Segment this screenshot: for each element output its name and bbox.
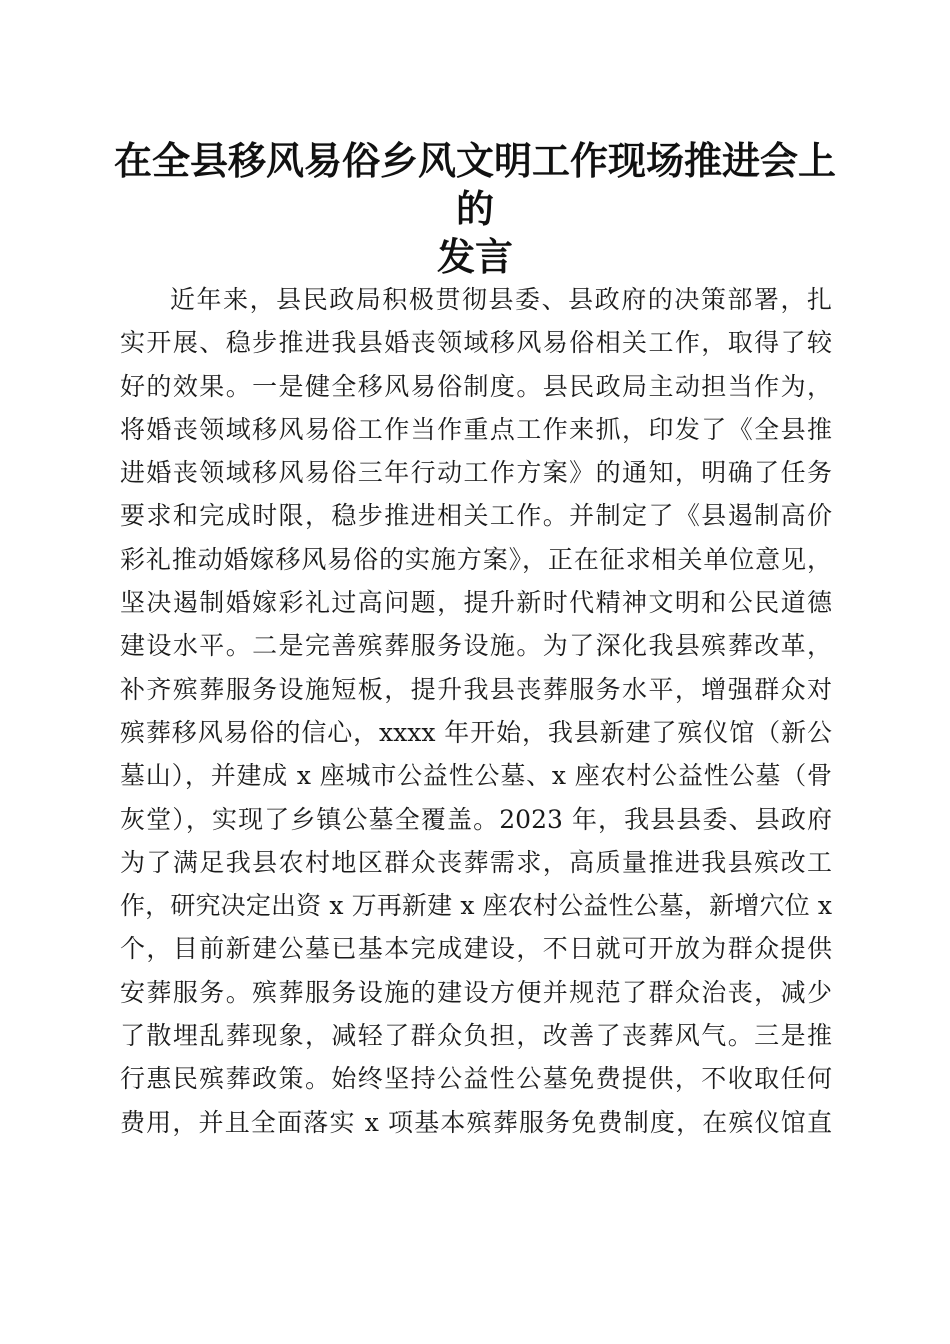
body-line: 墓山），并建成 x 座城市公益性公墓、x 座农村公益性公墓（骨 [120,761,832,791]
body-line: 将婚丧领域移风易俗工作当作重点工作来抓，印发了《全县推 [120,414,832,444]
body-line: 行惠民殡葬政策。始终坚持公益性公墓免费提供，不收取任何 [120,1064,832,1094]
title-line-1: 在全县移风易俗乡风文明工作现场推进会上的 [113,138,836,231]
body-line: 要求和完成时限，稳步推进相关工作。并制定了《县遏制高价 [120,501,832,531]
body-line: 灰堂），实现了乡镇公墓全覆盖。2023 年，我县县委、县政府 [120,804,832,834]
title-line-2: 发言 [436,234,513,279]
body-line: 彩礼推动婚嫁移风易俗的实施方案》，正在征求相关单位意见， [120,544,832,574]
body-line: 了散埋乱葬现象，减轻了群众负担，改善了丧葬风气。三是推 [120,1021,832,1051]
body-line: 安葬服务。殡葬服务设施的建设方便并规范了群众治丧，减少 [120,977,832,1007]
body-line: 好的效果。一是健全移风易俗制度。县民政局主动担当作为， [120,371,832,401]
body-line: 坚决遏制婚嫁彩礼过高问题，提升新时代精神文明和公民道德 [120,588,832,618]
body-line: 近年来，县民政局积极贯彻县委、县政府的决策部署，扎 [170,285,832,314]
body-line: 殡葬移风易俗的信心，xxxx 年开始，我县新建了殡仪馆（新公 [120,717,832,747]
body-line: 费用，并且全面落实 x 项基本殡葬服务免费制度，在殡仪馆直 [120,1107,832,1137]
body-line: 实开展、稳步推进我县婚丧领域移风易俗相关工作，取得了较 [120,328,832,358]
body-line: 为了满足我县农村地区群众丧葬需求，高质量推进我县殡改工 [120,847,832,877]
body-line: 作，研究决定出资 x 万再新建 x 座农村公益性公墓，新增穴位 x [120,891,832,921]
body-line: 建设水平。二是完善殡葬服务设施。为了深化我县殡葬改革， [120,631,832,661]
body-line: 进婚丧领域移风易俗三年行动工作方案》的通知，明确了任务 [120,458,832,488]
document-body [120,278,832,1144]
body-line: 个，目前新建公墓已基本完成建设，不日就可开放为群众提供 [120,934,832,964]
document-title [100,137,850,281]
body-line: 补齐殡葬服务设施短板，提升我县丧葬服务水平，增强群众对 [120,674,832,704]
